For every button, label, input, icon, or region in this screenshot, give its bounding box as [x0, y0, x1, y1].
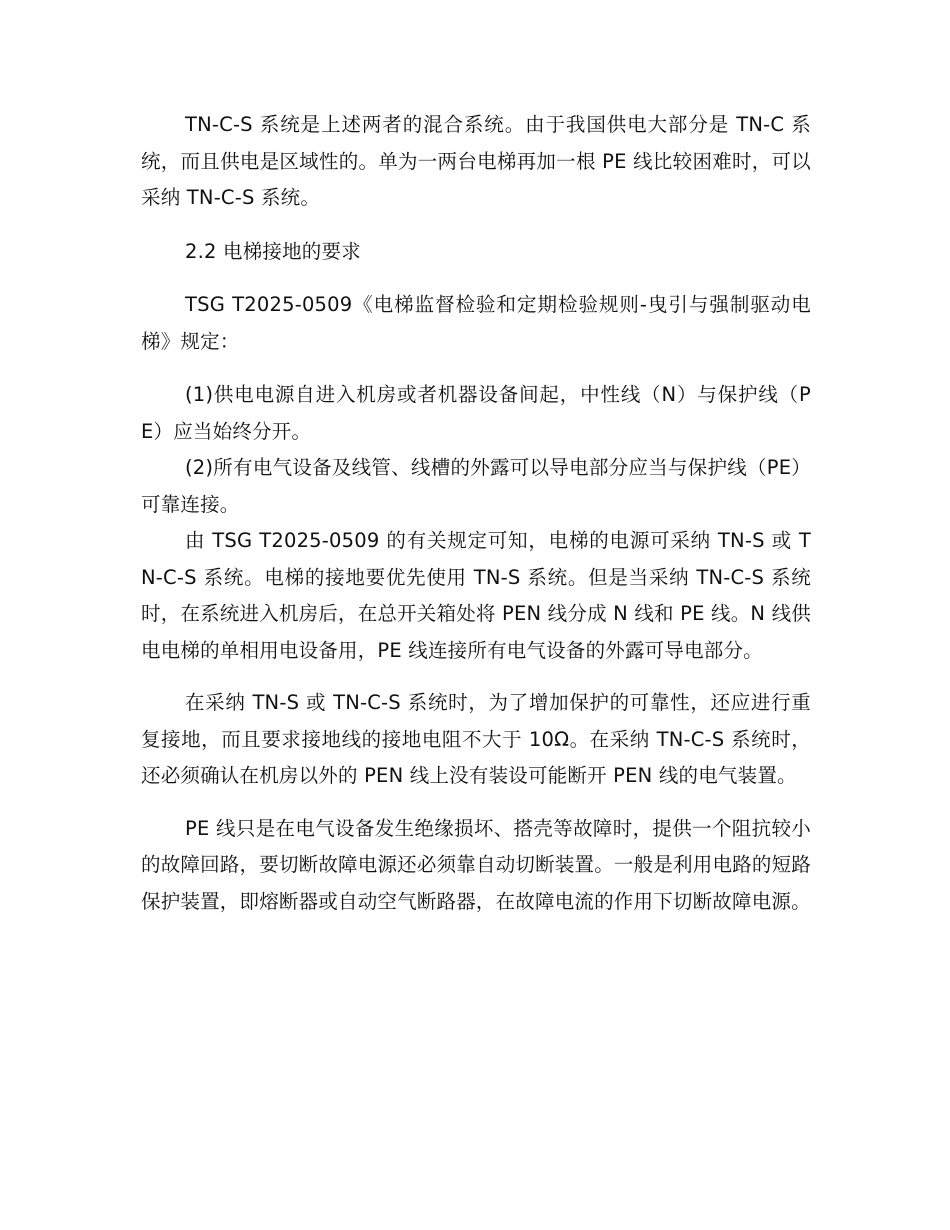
- paragraph-tn-c-s-intro: TN-C-S 系统是上述两者的混合系统。由于我国供电大部分是 TN-C 系统，而且供电是区域性的。单为一两台电梯再加一根 PE 线比较困难时，可以采纳 TN-C-S 系统。: [141, 113, 811, 209]
- section-heading: 2.2 电梯接地的要求: [185, 239, 361, 263]
- list-item-2: (2)所有电气设备及线管、线槽的外露可以导电部分应当与保护线（PE）可靠连接。: [141, 456, 811, 516]
- document-body: [141, 107, 811, 920]
- paragraph-regulation: TSG T2025-0509《电梯监督检验和定期检验规则-曳引与强制驱动电梯》规定：: [141, 293, 811, 353]
- paragraph-pe-line: PE 线只是在电气设备发生绝缘损坏、搭壳等故障时，提供一个阻抗较小的故障回路，要切断故障电源还必须靠自动切断装置。一般是利用电路的短路保护装置，即熔断器或自动空气断路器，在故障电流的作用下切断故障电源。: [141, 816, 811, 913]
- paragraph-repeat-grounding: 在采纳 TN-S 或 TN-C-S 系统时，为了增加保护的可靠性，还应进行重复接地，而且要求接地线的接地电阻不大于 10Ω。在采纳 TN-C-S 系统时，还必须确认在机房以外的 PEN 线上没有装设可能断开 PEN 线的电气装置。: [141, 691, 811, 787]
- list-item-1: (1)供电电源自进入机房或者机器设备间起，中性线（N）与保护线（PE）应当始终分开。: [141, 383, 811, 443]
- paragraph-power-supply: 由 TSG T2025-0509 的有关规定可知，电梯的电源可采纳 TN-S 或 TN-C-S 系统。电梯的接地要优先使用 TN-S 系统。但是当采纳 TN-C-S 系统时，在系统进入机房后，在总开关箱处将 PEN 线分成 N 线和 PE 线。N 线供电电梯的单相用电设备用，PE 线连接所有电气设备的外露可导电部分。: [141, 529, 812, 662]
